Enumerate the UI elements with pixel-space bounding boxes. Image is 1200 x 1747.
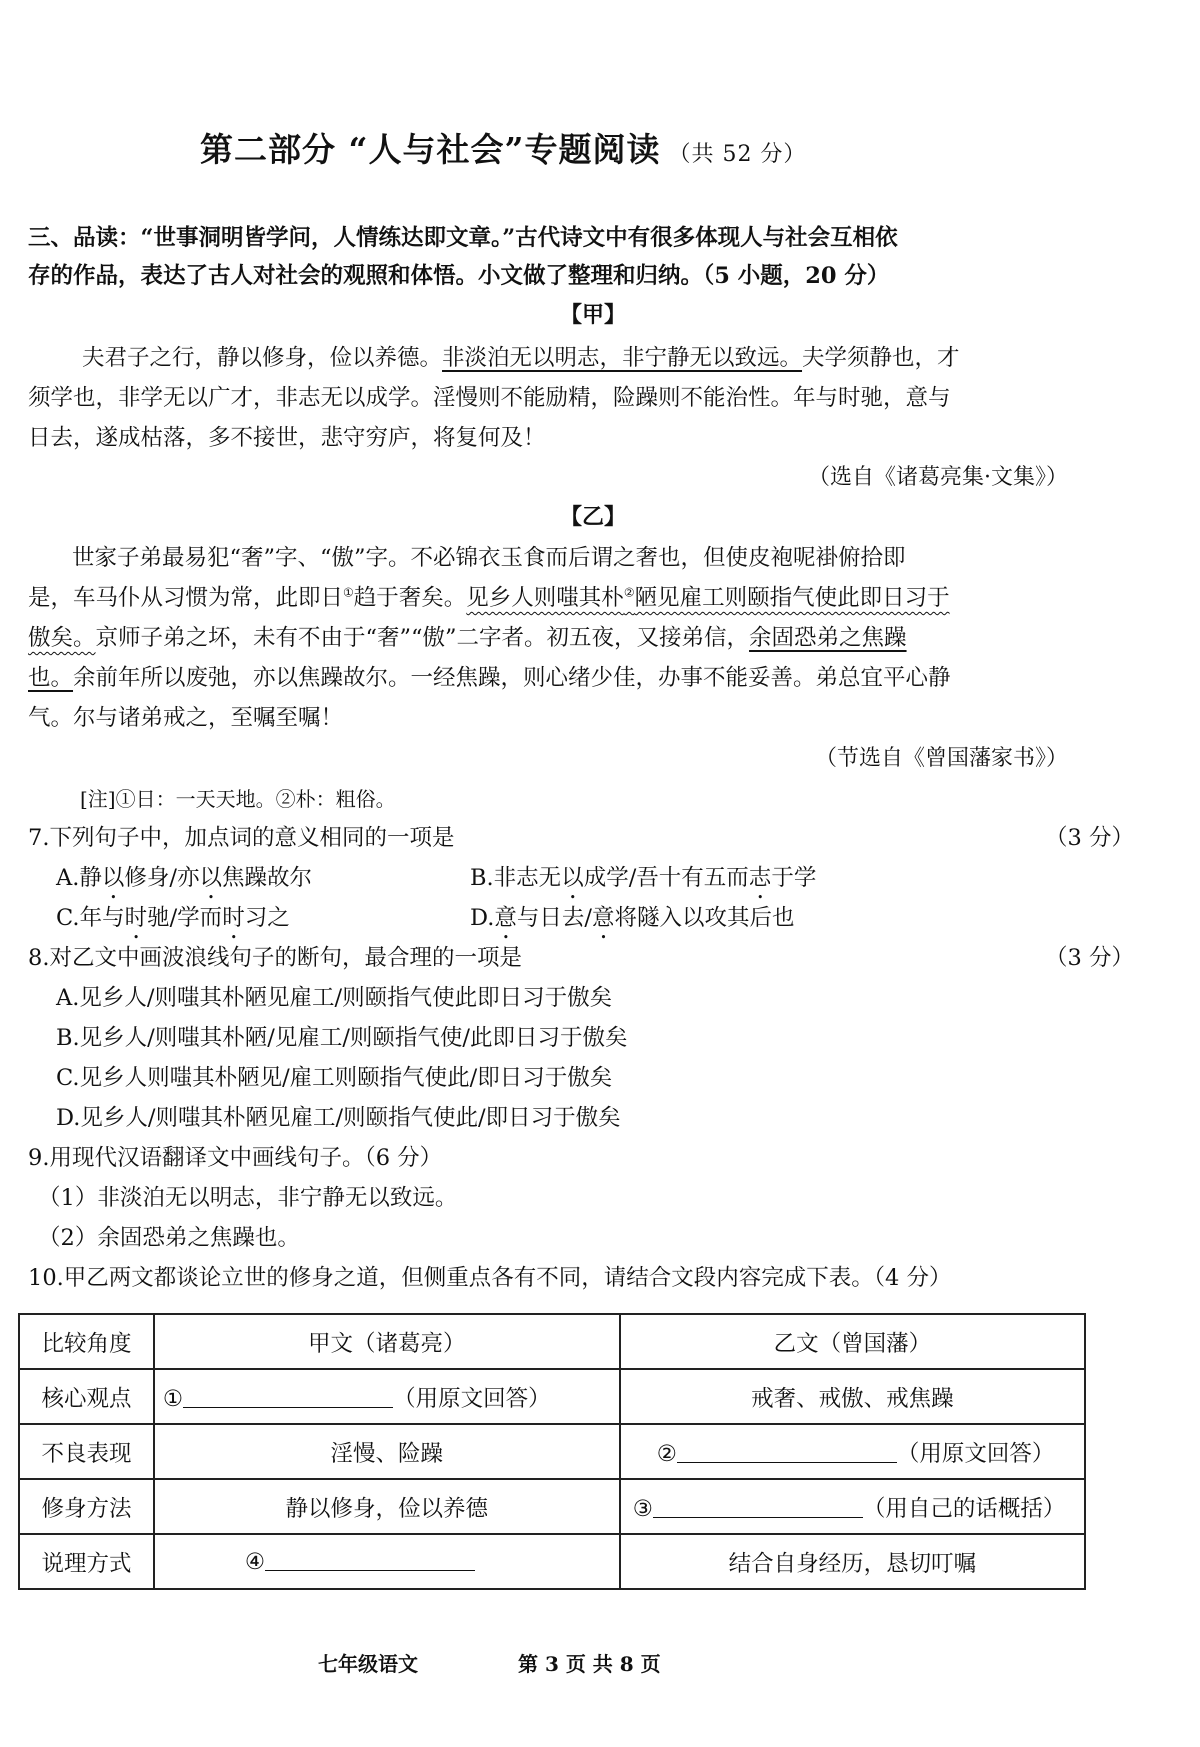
- answer-blank-4[interactable]: [265, 1548, 475, 1571]
- passage-b-text: 余前年所以废弛，亦以焦躁故尔。一经焦躁，则心绪少佳，办事不能妥善。弟总宜平心静: [73, 665, 951, 691]
- option-text: 驰/学而: [147, 905, 223, 931]
- table-row: [19, 1424, 1085, 1479]
- passage-a-line2: 须学也，非学无以广才，非志无以成学。淫慢则不能励精，险躁则不能治性。年与时驰，意与: [28, 385, 951, 411]
- footnote-mark-1: ①: [343, 585, 354, 600]
- table-row: [19, 1534, 1085, 1589]
- dotted-word: 时: [124, 905, 148, 931]
- q7-option-b: [470, 860, 816, 904]
- passage-b-line4: [28, 660, 951, 692]
- option-text: 修身/亦: [124, 865, 200, 891]
- wavy-text: 陋见雇工则颐指气使此即日习于: [634, 585, 950, 611]
- underlined-sentence-1: 非淡泊无以明志，非宁静无以致远。: [442, 345, 803, 371]
- option-text: 将隧入以攻其后也: [614, 905, 795, 931]
- table-row: [19, 1479, 1085, 1534]
- option-text: A.静: [56, 865, 102, 891]
- blank-hint: （用原文回答）: [393, 1385, 551, 1412]
- table-cell: 说理方式: [19, 1534, 154, 1589]
- option-text: D.: [470, 905, 495, 931]
- passage-b-line2: [28, 580, 950, 612]
- option-text: B.非志无: [470, 865, 562, 891]
- q8-option-d: D.见乡人/则嗤其朴陋见雇工/则颐指气使此/即日习于傲矣: [56, 1105, 621, 1131]
- dotted-word: 以: [561, 865, 584, 891]
- table-header-cell: 比较角度: [19, 1314, 154, 1369]
- table-row: [19, 1314, 1085, 1369]
- option-text: 习之: [244, 905, 290, 931]
- q7-score: （3 分）: [1045, 825, 1134, 851]
- dotted-word: 以: [199, 865, 223, 891]
- section-intro-line2: 存的作品，表达了古人对社会的观照和体悟。小文做了整理和归纳。（5 小题，20 分）: [28, 263, 890, 289]
- q7-option-d: [470, 900, 795, 944]
- answer-blank-2[interactable]: [677, 1440, 897, 1463]
- q9-stem: 9.用现代汉语翻译文中画线句子。（6 分）: [28, 1145, 443, 1171]
- passage-b-line3: [28, 620, 907, 652]
- page-title: [200, 124, 806, 171]
- passage-b-heading: 【乙】: [560, 504, 627, 530]
- option-text: 与日去/: [516, 905, 592, 931]
- blank-mark: ③: [632, 1495, 653, 1522]
- passage-a-line1: [82, 340, 960, 372]
- q9-sentence-2: （2）余固恐弟之焦躁也。: [38, 1225, 300, 1251]
- answer-cell-2[interactable]: [620, 1424, 1085, 1479]
- q8-option-b: B.见乡人/则嗤其朴陋/见雇工/则颐指气使/此即日习于傲矣: [56, 1025, 628, 1051]
- comparison-table: [18, 1313, 1086, 1590]
- table-cell: 淫慢、险躁: [154, 1424, 620, 1479]
- blank-mark: ②: [656, 1440, 677, 1467]
- passage-b-line5: 气。尔与诸弟戒之，至嘱至嘱！: [28, 705, 344, 731]
- q7-option-c: [56, 900, 290, 944]
- passage-b-text: 趋于奢矣。: [353, 585, 467, 611]
- table-cell: 结合自身经历，恳切叮嘱: [620, 1534, 1085, 1589]
- footnote-mark-2: ②: [623, 585, 635, 600]
- option-text: C.年与: [56, 905, 125, 931]
- blank-mark: ④: [244, 1549, 266, 1575]
- passage-a-text: 夫学须静也，才: [802, 345, 960, 371]
- q9-sentence-1: （1）非淡泊无以明志，非宁静无以致远。: [38, 1185, 458, 1211]
- q7-option-a: [56, 860, 312, 904]
- option-text: 成学/吾十有五而: [583, 865, 749, 891]
- answer-blank-3[interactable]: [653, 1495, 863, 1518]
- option-text: 于学: [771, 865, 817, 891]
- dotted-word: 以: [101, 865, 125, 891]
- table-header-cell: 甲文（诸葛亮）: [154, 1314, 620, 1369]
- q8-option-c: C.见乡人则嗤其朴陋见/雇工则颐指气使此/即日习于傲矣: [56, 1065, 613, 1091]
- dotted-word: 意: [592, 905, 615, 931]
- blank-mark: ①: [162, 1385, 184, 1412]
- answer-cell-1[interactable]: [154, 1369, 620, 1424]
- underlined-sentence-2-end: 也。: [28, 665, 74, 691]
- q10-stem: 10.甲乙两文都谈论立世的修身之道，但侧重点各有不同，请结合文段内容完成下表。（4 分）: [28, 1265, 952, 1291]
- section-intro-line1: 三、品读：“世事洞明皆学问，人情练达即文章。”古代诗文中有很多体现人与社会互相依: [28, 225, 898, 251]
- option-text: 焦躁故尔: [222, 865, 313, 891]
- annotation-note: [注]①日：一天天地。②朴：粗俗。: [80, 787, 396, 811]
- passage-a-source: （选自《诸葛亮集·文集》）: [808, 465, 1068, 490]
- table-cell: 修身方法: [19, 1479, 154, 1534]
- wavy-text: 见乡人则嗤其朴: [466, 585, 624, 611]
- table-cell: 不良表现: [19, 1424, 154, 1479]
- dotted-word: 意: [494, 905, 517, 931]
- q8-option-a: A.见乡人/则嗤其朴陋见雇工/则颐指气使此即日习于傲矣: [56, 985, 613, 1011]
- dotted-word: 志: [748, 865, 772, 891]
- answer-cell-3[interactable]: [620, 1479, 1085, 1534]
- q7-stem: 7.下列句子中，加点词的意义相同的一项是: [28, 825, 455, 851]
- passage-b-line1: 世家子弟最易犯“奢”字、“傲”字。不必锦衣玉食而后谓之奢也，但使皮袍呢褂俯拾即: [72, 545, 906, 571]
- table-cell: 核心观点: [19, 1369, 154, 1424]
- blank-hint: （用自己的话概括）: [862, 1495, 1066, 1522]
- underlined-sentence-2: 余固恐弟之焦躁: [749, 625, 907, 651]
- passage-a-line3: 日去，遂成枯落，多不接世，悲守穷庐，将复何及！: [28, 425, 546, 451]
- passage-b-source: （节选自《曾国藩家书》）: [814, 746, 1068, 771]
- passage-a-heading: 【甲】: [560, 302, 627, 328]
- footer-subject: 七年级语文: [318, 1652, 418, 1676]
- answer-blank-1[interactable]: [183, 1385, 393, 1408]
- blank-hint: （用原文回答）: [896, 1440, 1055, 1467]
- passage-b-text: 京师子弟之坏，未有不由于“奢”“傲”二字者。初五夜，又接弟信，: [95, 625, 750, 651]
- title-points: （共 52 分）: [668, 142, 807, 167]
- dotted-word: 时: [222, 905, 245, 931]
- passage-a-text: 夫君子之行，静以修身，俭以养德。: [82, 345, 443, 371]
- wavy-sentence-end: 傲矣。: [28, 625, 96, 651]
- table-row: [19, 1369, 1085, 1424]
- table-header-cell: 乙文（曾国藩）: [620, 1314, 1085, 1369]
- wavy-sentence: [466, 585, 949, 611]
- table-cell: 静以修身，俭以养德: [154, 1479, 620, 1534]
- answer-cell-4[interactable]: [154, 1534, 620, 1589]
- table-cell: 戒奢、戒傲、戒焦躁: [620, 1369, 1085, 1424]
- q8-score: （3 分）: [1045, 945, 1134, 971]
- footer-page-number: 第 3 页 共 8 页: [518, 1652, 661, 1676]
- title-main: 第二部分 “人与社会”专题阅读: [200, 130, 661, 169]
- passage-b-text: 是，车马仆从习惯为常，此即日: [28, 585, 344, 611]
- q8-stem: 8.对乙文中画波浪线句子的断句，最合理的一项是: [28, 945, 522, 971]
